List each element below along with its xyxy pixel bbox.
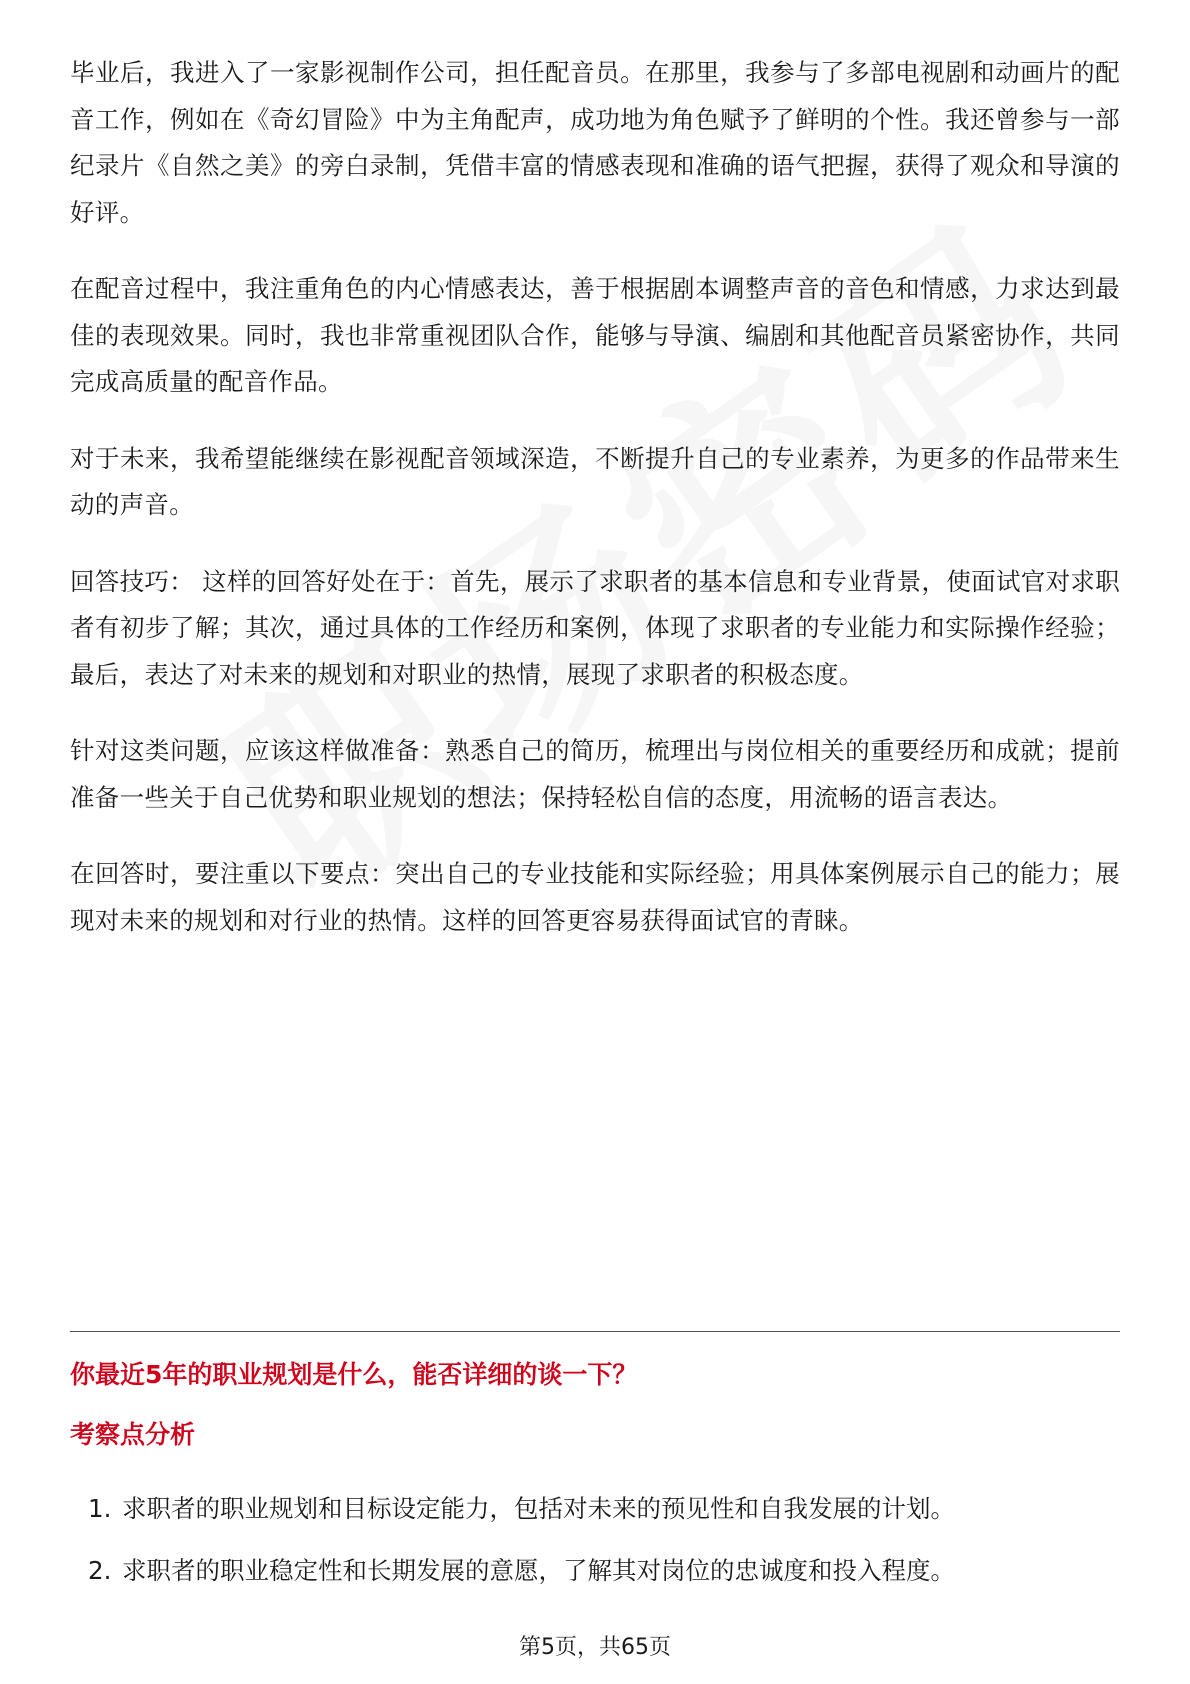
paragraph: 毕业后，我进入了一家影视制作公司，担任配音员。在那里，我参与了多部电视剧和动画片的配音工作，例如在《奇幻冒险》中为主角配声，成功地为角色赋予了鲜明的个性。我还曾参与一部纪录片《自然之美》的旁白录制，凭借丰富的情感表现和准确的语气把握，获得了观众和导演的好评。 xyxy=(70,58,1120,227)
page-footer: 第5页，共65页 xyxy=(519,1635,671,1660)
list-item-text: 求职者的职业规划和目标设定能力，包括对未来的预见性和自我发展的计划。 xyxy=(122,1494,955,1523)
paragraph: 回答技巧： 这样的回答好处在于：首先，展示了求职者的基本信息和专业背景，使面试官对求职者有初步了解；其次，通过具体的工作经历和案例，体现了求职者的专业能力和实际操作经验；最后，表达了对未来的规划和对职业的热情，展现了求职者的积极态度。 xyxy=(70,566,1120,689)
list-item xyxy=(70,1478,1130,1540)
analysis-heading: 考察点分析 xyxy=(70,1420,196,1449)
question-title: 你最近5年的职业规划是什么，能否详细的谈一下？ xyxy=(70,1360,638,1389)
list-item-text: 求职者的职业稳定性和长期发展的意愿，了解其对岗位的忠诚度和投入程度。 xyxy=(122,1556,955,1585)
list-item xyxy=(70,1540,1130,1602)
paragraph: 针对这类问题，应该这样做准备：熟悉自己的简历，梳理出与岗位相关的重要经历和成就；提前准备一些关于自己优势和职业规划的想法；保持轻松自信的态度，用流畅的语言表达。 xyxy=(70,736,1120,812)
list-number: 1. xyxy=(88,1494,112,1523)
paragraph: 在回答时，要注重以下要点：突出自己的专业技能和实际经验；用具体案例展示自己的能力；展现对未来的规划和对行业的热情。这样的回答更容易获得面试官的青睐。 xyxy=(70,859,1120,935)
paragraph: 在配音过程中，我注重角色的内心情感表达，善于根据剧本调整声音的音色和情感，力求达到最佳的表现效果。同时，我也非常重视团队合作，能够与导演、编剧和其他配音员紧密协作，共同完成高质量的配音作品。 xyxy=(70,274,1120,396)
section-divider xyxy=(70,1331,1120,1332)
list-number: 2. xyxy=(88,1556,112,1585)
analysis-list xyxy=(70,1478,1130,1602)
paragraph: 对于未来，我希望能继续在影视配音领域深造，不断提升自己的专业素养，为更多的作品带来生动的声音。 xyxy=(70,443,1120,519)
body-text xyxy=(70,50,1120,974)
